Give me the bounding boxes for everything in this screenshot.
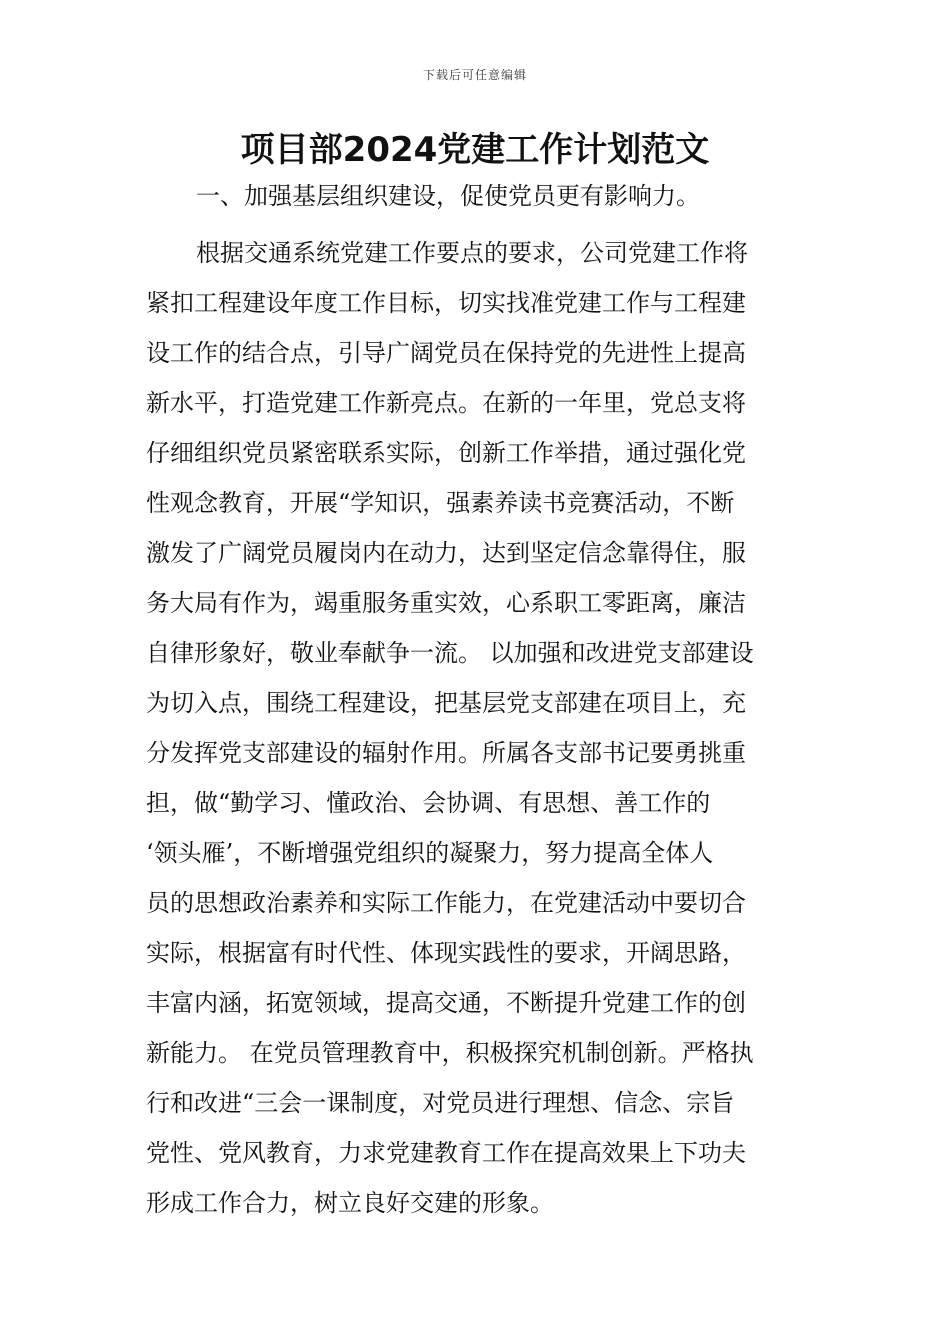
body-line: 设工作的结合点，引导广阔党员在保持党的先进性上提高 <box>146 339 746 367</box>
body-line: 新能力。 在党员管理教育中，积极探究机制创新。严格执 <box>146 1039 754 1067</box>
body-line: 仔细组织党员紧密联系实际，创新工作举措，通过强化党 <box>146 439 746 467</box>
body-line: 激发了广阔党员履岗内在动力，达到坚定信念靠得住，服 <box>146 539 746 567</box>
body-paragraph <box>146 228 812 1228</box>
body-line: 担，做“勤学习、懂政治、会协调、有思想、善工作的 <box>146 789 711 817</box>
body-line: 形成工作合力，树立良好交建的形象。 <box>146 1189 554 1217</box>
body-line: 员的思想政治素养和实际工作能力，在党建活动中要切合 <box>146 889 746 917</box>
section-heading: 一、加强基层组织建设，促使党员更有影响力。 <box>196 182 700 210</box>
body-line: 党性、党风教育，力求党建教育工作在提高效果上下功夫 <box>146 1139 746 1167</box>
body-line: 新水平，打造党建工作新亮点。在新的一年里，党总支将 <box>146 389 746 417</box>
body-line: ‘领头雁’，不断增强党组织的凝聚力，努力提高全体人 <box>146 839 714 867</box>
body-line: 分发挥党支部建设的辐射作用。所属各支部书记要勇挑重 <box>146 739 746 767</box>
body-line: 自律形象好，敬业奉献争一流。 以加强和改进党支部建设 <box>146 639 754 667</box>
body-line: 丰富内涵，拓宽领域，提高交通，不断提升党建工作的创 <box>146 989 746 1017</box>
body-line: 根据交通系统党建工作要点的要求，公司党建工作将 <box>196 239 748 267</box>
header-note: 下载后可任意编辑 <box>422 68 527 82</box>
document-title: 项目部2024党建工作计划范文 <box>240 130 710 170</box>
body-line: 为切入点，围绕工程建设，把基层党支部建在项目上，充 <box>146 689 746 717</box>
body-line: 性观念教育，开展“学知识，强素养读书竞赛活动，不断 <box>146 489 735 517</box>
body-line: 紧扣工程建设年度工作目标，切实找准党建工作与工程建 <box>146 289 746 317</box>
body-line: 行和改进“三会一课制度，对党员进行理想、信念、宗旨 <box>146 1089 735 1117</box>
body-line: 务大局有作为，竭重服务重实效，心系职工零距离，廉洁 <box>146 589 746 617</box>
body-line: 实际，根据富有时代性、体现实践性的要求，开阔思路， <box>146 939 746 967</box>
